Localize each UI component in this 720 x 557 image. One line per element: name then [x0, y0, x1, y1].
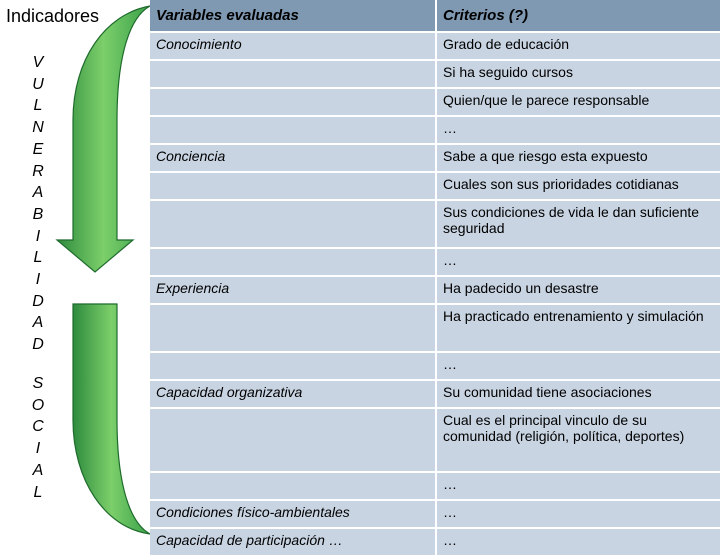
vertical-letter: A	[32, 314, 44, 332]
criterio-text: Sus condiciones de vida le dan suficiente seguridad	[443, 204, 700, 236]
variable-text	[156, 409, 429, 412]
criterio-cell	[437, 409, 720, 473]
variable-text	[156, 249, 429, 252]
indicators-table	[150, 0, 720, 557]
variable-text	[156, 117, 429, 120]
vertical-letter: L	[33, 97, 43, 115]
variable-cell	[150, 173, 437, 201]
vertical-letter: V	[32, 54, 44, 71]
vertical-letter: I	[35, 440, 41, 458]
criterio-cell	[437, 353, 720, 381]
variable-cell	[150, 473, 437, 501]
variable-text	[156, 305, 429, 308]
criterio-cell	[437, 201, 720, 249]
variable-cell	[150, 249, 437, 277]
criterio-text: Grado de educación	[443, 36, 570, 52]
variable-cell	[150, 201, 437, 249]
criterio-cell	[437, 89, 720, 117]
criterio-cell	[437, 61, 720, 89]
variable-text: Conocimiento	[156, 36, 242, 52]
bracket-arrow-tail	[73, 304, 150, 534]
table-row	[150, 89, 720, 117]
variable-text: Capacidad organizativa	[156, 384, 303, 400]
variable-cell	[150, 145, 437, 173]
variable-text	[156, 61, 429, 64]
criterio-text: …	[443, 476, 457, 492]
criterio-cell	[437, 473, 720, 501]
criterio-cell	[437, 501, 720, 529]
vertical-word-social	[30, 373, 46, 503]
variable-cell	[150, 117, 437, 145]
vertical-letter: S	[32, 375, 44, 392]
variable-text: Experiencia	[156, 280, 230, 296]
variable-cell	[150, 353, 437, 381]
criterio-cell	[437, 305, 720, 353]
table-row	[150, 501, 720, 529]
criterio-text: Ha practicado entrenamiento y simulación	[443, 308, 704, 324]
vertical-letter: E	[32, 140, 44, 158]
variable-cell	[150, 305, 437, 353]
criterio-cell	[437, 381, 720, 409]
criterio-text: …	[443, 252, 457, 268]
criterio-text: Su comunidad tiene asociaciones	[443, 384, 652, 400]
variable-text	[156, 473, 429, 476]
criterio-text: …	[443, 504, 457, 520]
variable-cell	[150, 33, 437, 61]
variable-text: Conciencia	[156, 148, 226, 164]
bracket-arrow-shape	[57, 6, 150, 272]
variable-text	[156, 89, 429, 92]
criterio-text: …	[443, 356, 457, 372]
vertical-word-vulnerabilidad	[30, 52, 46, 356]
variable-text	[156, 353, 429, 356]
table-row	[150, 173, 720, 201]
header-criterio: Criterios (?)	[437, 0, 720, 33]
vertical-letter: U	[32, 75, 44, 93]
criterio-cell	[437, 145, 720, 173]
criterio-text: Si ha seguido cursos	[443, 64, 573, 80]
variable-cell	[150, 409, 437, 473]
vertical-letter: A	[32, 184, 44, 202]
variable-text	[156, 173, 429, 176]
variable-cell	[150, 61, 437, 89]
vertical-letter: N	[32, 119, 44, 137]
table-row	[150, 353, 720, 381]
table-row	[150, 117, 720, 145]
slide-title: Indicadores	[6, 6, 100, 26]
table-row	[150, 381, 720, 409]
vertical-letter: D	[32, 292, 44, 310]
vertical-letter: B	[32, 205, 44, 223]
table-row	[150, 249, 720, 277]
vertical-letter: L	[33, 249, 43, 267]
table-header-row	[150, 0, 720, 33]
variable-cell	[150, 501, 437, 529]
vertical-letter: I	[35, 271, 41, 289]
variable-cell	[150, 89, 437, 117]
vertical-letter: D	[32, 336, 44, 354]
bracket-arrow	[55, 0, 155, 540]
vertical-letter: I	[35, 227, 41, 245]
table-row	[150, 201, 720, 249]
criterio-text: Cual es el principal vinculo de su comunidad (religión, política, deportes)	[443, 412, 685, 444]
table-row	[150, 61, 720, 89]
header-variable: Variables evaluadas	[150, 0, 437, 33]
table-row	[150, 473, 720, 501]
criterio-cell	[437, 173, 720, 201]
criterio-cell	[437, 277, 720, 305]
table-row	[150, 33, 720, 61]
table-row	[150, 529, 720, 557]
variable-cell	[150, 529, 437, 557]
vertical-letter: A	[32, 461, 44, 479]
criterio-text: Sabe a que riesgo esta expuesto	[443, 148, 648, 164]
criterio-cell	[437, 117, 720, 145]
vertical-letter: R	[32, 162, 44, 180]
table-row	[150, 277, 720, 305]
variable-text: Capacidad de participación …	[156, 532, 343, 548]
criterio-cell	[437, 529, 720, 557]
criterio-text: …	[443, 120, 457, 136]
variable-cell	[150, 277, 437, 305]
variable-text	[156, 201, 429, 204]
criterio-text: Cuales son sus prioridades cotidianas	[443, 176, 679, 192]
criterio-cell	[437, 249, 720, 277]
table-row	[150, 409, 720, 473]
table-row	[150, 305, 720, 353]
vertical-letter: C	[32, 418, 44, 436]
vertical-letter: O	[31, 396, 45, 414]
variable-text: Condiciones físico-ambientales	[156, 504, 350, 520]
criterio-cell	[437, 33, 720, 61]
criterio-text: …	[443, 532, 457, 548]
criterio-text: Ha padecido un desastre	[443, 280, 599, 296]
vertical-letter: L	[33, 483, 43, 501]
criterio-text: Quien/que le parece responsable	[443, 92, 650, 108]
variable-cell	[150, 381, 437, 409]
table-row	[150, 145, 720, 173]
